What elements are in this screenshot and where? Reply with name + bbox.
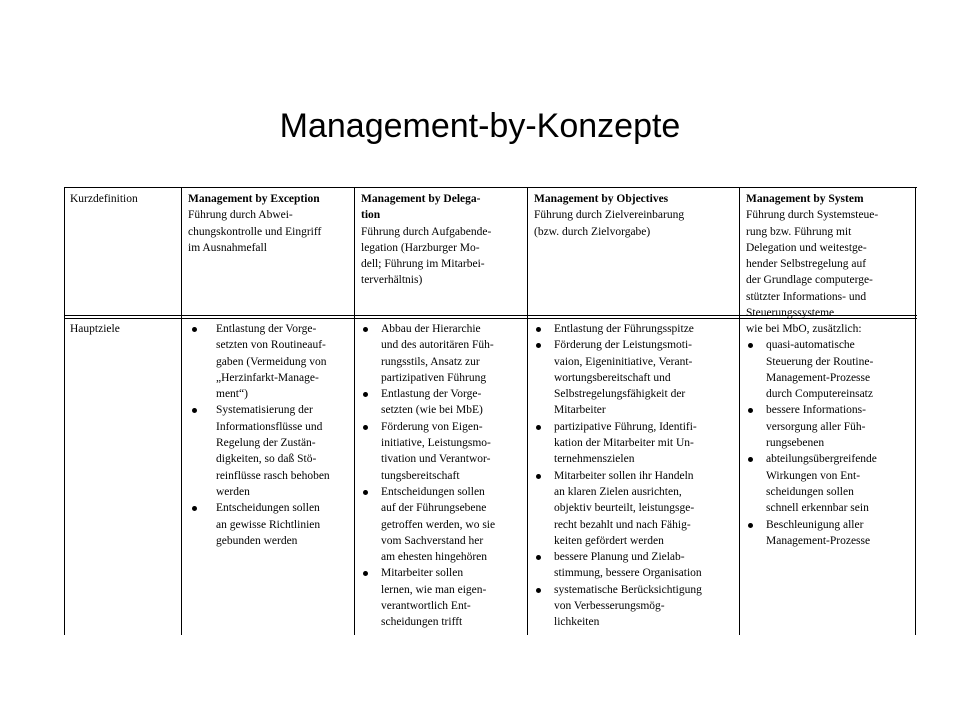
text-line: Delegation und weitestge-	[746, 241, 867, 254]
text-line: Führung durch Zielvereinbarung	[534, 209, 685, 222]
text-line: durch Computereinsatz	[766, 388, 873, 401]
text-line: vaion, Eigeninitiative, Verant-	[554, 355, 693, 368]
text-line: systematische Berücksichtigung	[554, 583, 702, 596]
text-line: Mitarbeiter sollen	[381, 567, 464, 580]
text-line: legation (Harzburger Mo-	[361, 241, 480, 254]
cell-delegation-definition	[361, 191, 491, 289]
text-line: Entlastung der Führungsspitze	[554, 323, 694, 335]
text-line: tungsbereitschaft	[381, 469, 460, 482]
text-line: werden	[216, 485, 250, 498]
bullet-icon	[536, 474, 541, 479]
text-line: reinflüsse rasch behoben	[216, 469, 330, 482]
text-line: Regelung der Zustän-	[216, 437, 316, 450]
text-line: rungsebenen	[766, 437, 825, 450]
text-line: hender Selbstregelung auf	[746, 258, 867, 271]
text-line: partizipative Führung, Identifi-	[554, 420, 697, 433]
bullet-icon	[192, 408, 197, 413]
bullet-item	[182, 321, 330, 402]
bullet-item	[528, 549, 702, 582]
text-line: stützter Informations- und	[746, 290, 867, 303]
text-line: objektiv beurteilt, leistungsge-	[554, 502, 695, 515]
text-line: an klaren Zielen ausrichten,	[554, 485, 682, 498]
text-line: „Herzinfarkt-Manage-	[216, 371, 319, 384]
table-border-left	[64, 187, 65, 635]
bullet-icon	[363, 490, 368, 495]
text-line: Entscheidungen sollen	[381, 485, 485, 498]
bullet-item	[528, 582, 702, 631]
text-line: Entscheidungen sollen	[216, 502, 320, 515]
system-intro: wie bei MbO, zusätzlich:	[746, 323, 862, 335]
bullet-icon	[192, 506, 197, 511]
bullet-item	[355, 565, 495, 630]
text-line: Management-Prozesse	[766, 534, 871, 547]
cell-exception-goals	[182, 321, 330, 549]
bullet-icon	[536, 425, 541, 430]
text-line: recht bezahlt und nach Fähig-	[554, 518, 691, 531]
bullet-icon	[192, 327, 197, 332]
cell-objectives-definition	[534, 191, 684, 240]
row-label-hauptziele: Hauptziele	[70, 323, 120, 335]
heading-system: Management by System	[746, 193, 864, 205]
text-line: kation der Mitarbeiter mit Un-	[554, 437, 694, 450]
bullet-item	[528, 419, 702, 468]
text-line: Entlastung der Vorge-	[381, 388, 482, 401]
text-line: versorgung aller Füh-	[766, 420, 866, 433]
bullet-item	[355, 484, 495, 565]
text-line: lernen, wie man eigen-	[381, 583, 487, 596]
bullet-icon	[748, 523, 753, 528]
text-line: initiative, Leistungsmo-	[381, 437, 491, 450]
text-line: rung bzw. Führung mit	[746, 225, 852, 238]
bullet-icon	[536, 555, 541, 560]
text-line: am ehesten hingehören	[381, 551, 488, 564]
bullet-icon	[363, 327, 368, 332]
text-line: Führung durch Aufgabende-	[361, 225, 492, 238]
bullet-item	[355, 419, 495, 484]
text-line: digkeiten, so daß Stö-	[216, 453, 317, 466]
bullet-item	[740, 451, 877, 516]
heading-objectives: Management by Objectives	[534, 193, 669, 205]
text-line: Mitarbeiter	[554, 404, 606, 417]
comparison-table	[64, 187, 917, 635]
cell-objectives-goals	[528, 321, 702, 631]
text-line: ternehmenszielen	[554, 453, 635, 466]
text-line: scheidungen trifft	[381, 616, 463, 629]
cell-system-definition	[746, 191, 878, 321]
text-line: chungskontrolle und Eingriff	[188, 225, 322, 238]
text-line: auf der Führungsebene	[381, 502, 487, 515]
bullet-item	[740, 337, 877, 402]
heading-delegation-2: tion	[361, 209, 381, 222]
cell-exception-definition	[188, 191, 321, 256]
text-line: partizipativen Führung	[381, 371, 487, 384]
text-line: gebunden werden	[216, 534, 298, 547]
text-line: abteilungsübergreifende	[766, 453, 877, 466]
text-line: gaben (Vermeidung von	[216, 355, 327, 368]
text-line: keiten gefördert werden	[554, 534, 664, 547]
text-line: ment“)	[216, 388, 248, 401]
bullet-icon	[536, 588, 541, 593]
bullet-item	[528, 468, 702, 549]
text-line: setzten (wie bei MbE)	[381, 404, 483, 417]
bullet-icon	[748, 408, 753, 413]
text-line: Informationsflüsse und	[216, 420, 323, 433]
bullet-item	[528, 321, 702, 337]
text-line: verantwortlich Ent-	[381, 600, 471, 613]
text-line: von Verbesserungsmög-	[554, 600, 665, 613]
text-line: Führung durch Abwei-	[188, 209, 293, 222]
text-line: Förderung der Leistungsmoti-	[554, 339, 692, 352]
text-line: Systematisierung der	[216, 404, 313, 417]
slide-title: Management-by-Konzepte	[279, 107, 681, 145]
text-line: Wirkungen von Ent-	[766, 469, 861, 482]
text-line: bessere Informations-	[766, 404, 866, 417]
text-line: schnell erkennbar sein	[766, 502, 869, 515]
text-line: vom Sachverstand her	[381, 534, 484, 547]
text-line: der Grundlage computerge-	[746, 274, 873, 287]
text-line: tivation und Verantwor-	[381, 453, 491, 466]
text-line: dell; Führung im Mitarbei-	[361, 258, 485, 271]
table-border-right	[915, 187, 916, 635]
text-line: wortungsbereitschaft und	[554, 371, 671, 384]
text-line: terverhältnis)	[361, 274, 423, 287]
heading-delegation: Management by Delega-	[361, 193, 481, 205]
bullet-item	[740, 402, 877, 451]
bullet-icon	[748, 343, 753, 348]
text-line: Steuerungssysteme	[746, 307, 835, 320]
cell-delegation-goals	[355, 321, 495, 631]
bullet-item	[528, 337, 702, 418]
bullet-item	[355, 386, 495, 419]
text-line: quasi-automatische	[766, 339, 855, 352]
text-line: Förderung von Eigen-	[381, 420, 483, 433]
text-line: an gewisse Richtlinien	[216, 518, 321, 531]
text-line: scheidungen sollen	[766, 485, 854, 498]
text-line: Selbstregelungsfähigkeit der	[554, 388, 686, 401]
text-line: im Ausnahmefall	[188, 241, 267, 254]
bullet-icon	[363, 425, 368, 430]
text-line: Entlastung der Vorge-	[216, 323, 317, 335]
bullet-item	[182, 402, 330, 500]
text-line: Beschleunigung aller	[766, 518, 864, 531]
text-line: bessere Planung und Zielab-	[554, 551, 685, 564]
bullet-icon	[536, 343, 541, 348]
bullet-item	[355, 321, 495, 386]
cell-system-goals	[746, 321, 877, 549]
heading-exception: Management by Exception	[188, 193, 320, 205]
table-border-top	[64, 187, 917, 188]
text-line: Mitarbeiter sollen ihr Handeln	[554, 469, 694, 482]
text-line: Management-Prozesse	[766, 371, 871, 384]
bullet-icon	[536, 327, 541, 332]
bullet-icon	[363, 571, 368, 576]
text-line: rungsstils, Ansatz zur	[381, 355, 480, 368]
text-line: und des autoritären Füh-	[381, 339, 494, 352]
bullet-item	[740, 517, 877, 550]
text-line: Steuerung der Routine-	[766, 355, 874, 368]
text-line: (bzw. durch Zielvorgabe)	[534, 225, 651, 238]
text-line: getroffen werden, wo sie	[381, 518, 496, 531]
bullet-icon	[748, 457, 753, 462]
bullet-icon	[363, 392, 368, 397]
text-line: Führung durch Systemsteue-	[746, 209, 879, 222]
row-label-kurzdefinition: Kurzdefinition	[70, 193, 138, 205]
text-line: setzten von Routineauf-	[216, 339, 326, 352]
text-line: lichkeiten	[554, 616, 600, 629]
bullet-item	[182, 500, 330, 549]
text-line: Abbau der Hierarchie	[381, 323, 481, 335]
text-line: stimmung, bessere Organisation	[554, 567, 702, 580]
